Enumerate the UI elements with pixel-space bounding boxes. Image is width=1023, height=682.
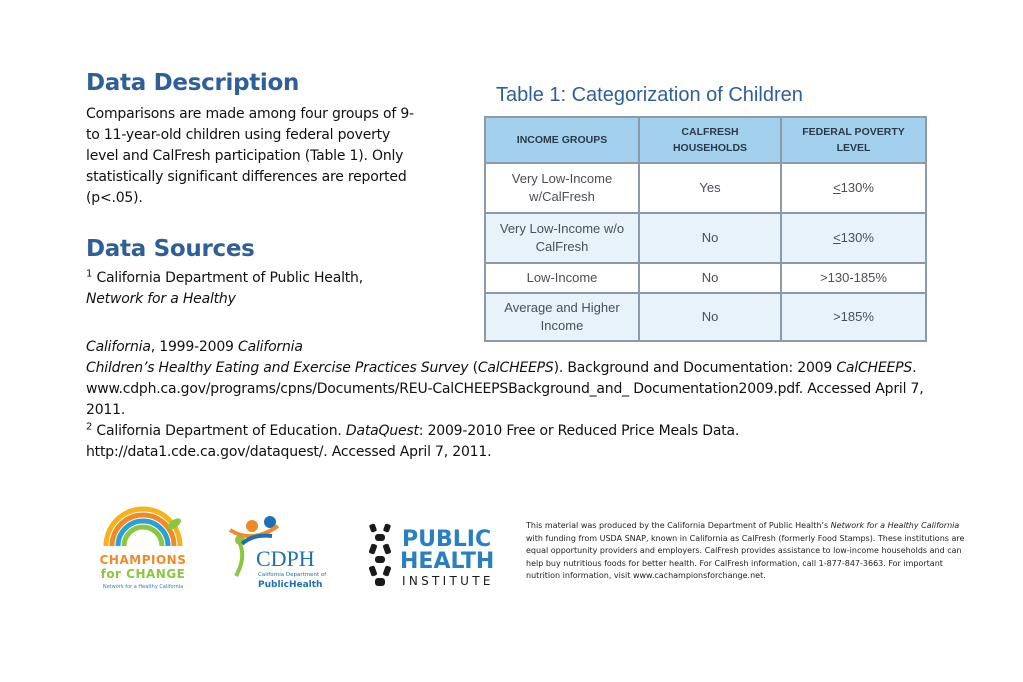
- footnote-italic: Network for a Healthy California: [830, 521, 960, 530]
- champions-for-change-logo: [88, 502, 198, 594]
- table-header-row: [485, 117, 926, 163]
- ref-1-line2: Network for a Healthy: [86, 291, 236, 307]
- public-health-institute-logo: [366, 522, 500, 592]
- ref-1-line1: California Department of Public Health,: [96, 270, 363, 286]
- ref-1-california-b: California: [238, 339, 303, 355]
- dna-icon: [368, 523, 391, 586]
- table-row: [485, 293, 926, 341]
- source-1-intro: [86, 268, 416, 310]
- references-block: [86, 337, 966, 463]
- column-header: INCOME GROUPS: [485, 117, 639, 163]
- table-row: [485, 213, 926, 263]
- table-cell: Very Low-Income w/CalFresh: [485, 163, 639, 213]
- data-sources-heading: Data Sources: [86, 236, 255, 262]
- table-cell: No: [639, 293, 781, 341]
- champions-line2: for CHANGE: [100, 567, 186, 581]
- data-description-heading: Data Description: [86, 70, 300, 96]
- table-cell: <130%: [781, 163, 926, 213]
- table-cell: Yes: [639, 163, 781, 213]
- table-cell: Low-Income: [485, 263, 639, 293]
- cdph-abbr: CDPH: [256, 546, 315, 571]
- table-row: [485, 263, 926, 293]
- table-cell: No: [639, 263, 781, 293]
- column-header: CALFRESH HOUSEHOLDS: [639, 117, 781, 163]
- ref-1-number: 1: [86, 268, 93, 280]
- champions-tagline: Network for a Healthy California: [102, 584, 184, 590]
- table-cell: >130-185%: [781, 263, 926, 293]
- champions-line1: CHAMPIONS: [99, 553, 187, 567]
- ref-1-california: California: [86, 339, 151, 355]
- ref-1-paren: (: [468, 360, 478, 376]
- ref-2-source: California Department of Education.: [92, 423, 346, 439]
- ref-2-dataquest: DataQuest: [345, 423, 419, 439]
- footnote-part2: with funding from USDA SNAP, known in California as CalFresh (formerly Food Stamps). These institutions are equal opportunity providers and employers. CalFresh provides assistance to low-income households and can help buy nutritious foods for better health. For CalFresh information, call 1-877-847-3663. For important nutrition information, visit www.cachampionsforchange.net.: [526, 533, 965, 580]
- ref-1-abbrev2: CalCHEEPS: [836, 360, 913, 376]
- data-description-text: Comparisons are made among four groups of 9- to 11-year-old children using federal poverty level and CalFresh participation (Table 1). Only statistically significant differences are reported (p<.05).: [86, 106, 414, 206]
- ref-1-url[interactable]: . www.cdph.ca.gov/programs/cpns/Documents/REU-CalCHEEPSBackground_and_ Documentation2009.pdf. Accessed April 7, 2011.: [86, 360, 924, 418]
- ref-2-url[interactable]: : 2009-2010 Free or Reduced Price Meals Data. http://data1.cde.ca.gov/dataquest/. Accessed April 7, 2011.: [86, 423, 740, 460]
- table-cell: <130%: [781, 213, 926, 263]
- ref-2: [86, 421, 966, 463]
- phi-line3: INSTITUTE: [402, 574, 494, 588]
- table-cell: No: [639, 213, 781, 263]
- ref-1-bg: ). Background and Documentation: 2009: [553, 360, 837, 376]
- phi-line2: HEALTH: [400, 549, 495, 574]
- ref-1-body: [86, 358, 966, 421]
- column-header: FEDERAL POVERTY LEVEL: [781, 117, 926, 163]
- cdph-line2: PublicHealth: [258, 580, 323, 590]
- table-cell: Average and Higher Income: [485, 293, 639, 341]
- table-row: [485, 163, 926, 213]
- ref-1-abbrev: CalCHEEPS: [477, 360, 554, 376]
- cdph-line1: California Department of: [258, 572, 327, 578]
- table-cell: Very Low-Income w/o CalFresh: [485, 213, 639, 263]
- ref-2-number: 2: [86, 421, 93, 433]
- funding-disclaimer: [526, 520, 966, 583]
- table-title: Table 1: Categorization of Children: [496, 84, 803, 106]
- ref-1-years: , 1999-2009: [150, 339, 238, 355]
- phi-line1: PUBLIC: [402, 527, 492, 552]
- ref-1-survey: Children’s Healthy Eating and Exercise Practices Survey: [86, 360, 469, 376]
- footnote-part1: This material was produced by the California Department of Public Health’s: [526, 521, 831, 530]
- table-cell: >185%: [781, 293, 926, 341]
- categorization-table: [484, 116, 927, 342]
- cdph-logo: [222, 500, 342, 592]
